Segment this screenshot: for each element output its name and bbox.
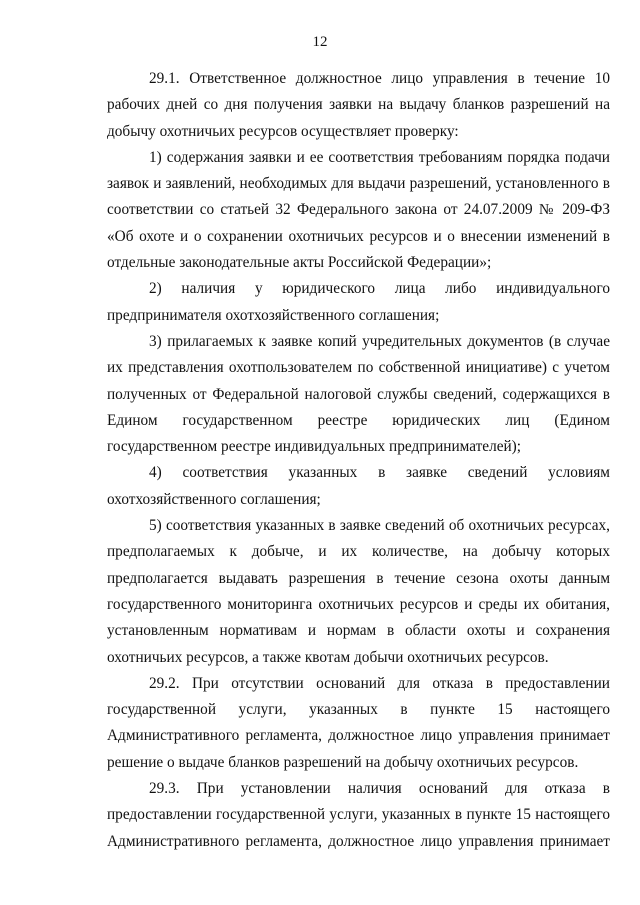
paragraph-29-1: 29.1. Ответственное должностное лицо управления в течение 10 рабочих дней со дня получения заявки на выдачу бланков разрешений на добычу охотничьих ресурсов осуществляет проверку: xyxy=(107,70,610,140)
paragraph-29-1-item-3: 3) прилагаемых к заявке копий учредительных документов (в случае их представления охотпользователем по собственной инициативе) с учетом полученных от Федеральной налоговой службы сведений, содержащихся в Едином государственном реестре юридических лиц (Едином государственном реестре индивидуальных предпринимателей); xyxy=(107,332,610,456)
page-number: 12 xyxy=(312,34,328,50)
paragraph-29-1-item-1: 1) содержания заявки и ее соответствия требованиям порядка подачи заявок и заявлений, необходимых для выдачи разрешений, установленного в соответствии со статьей 32 Федерального закона от 24.07.2009 № 209-ФЗ «Об охоте и о сохранении охотничьих ресурсов и о внесении изменений в отдельные законодательные акты Российской Федерации»; xyxy=(107,148,610,272)
paragraph-29-2: 29.2. При отсутствии оснований для отказа в предоставлении государственной услуги, указанных в пункте 15 настоящего Административного регламента, должностное лицо управления принимает решение о выдаче бланков разрешений на добычу охотничьих ресурсов. xyxy=(107,674,610,771)
paragraph-29-1-item-5: 5) соответствия указанных в заявке сведений об охотничьих ресурсах, предполагаемых к добыче, и их количестве, на добычу которых предполагается выдавать разрешения в течение сезона охоты данным государственного мониторинга охотничьих ресурсов и среды их обитания, установленным нормативам и нормам в области охоты и сохранения охотничьих ресурсов, а также квотам добычи охотничьих ресурсов. xyxy=(107,517,610,666)
paragraph-29-1-item-2: 2) наличия у юридического лица либо индивидуального предпринимателя охотхозяйственного соглашения; xyxy=(107,280,610,324)
paragraph-29-3: 29.3. При установлении наличия оснований для отказа в предоставлении государственной услуги, указанных в пункте 15 настоящего Административного регламента, должностное лицо управления принимает xyxy=(107,780,610,850)
document-body xyxy=(107,66,610,855)
paragraph-29-1-item-4: 4) соответствия указанных в заявке сведений условиям охотхозяйственного соглашения; xyxy=(107,464,610,508)
